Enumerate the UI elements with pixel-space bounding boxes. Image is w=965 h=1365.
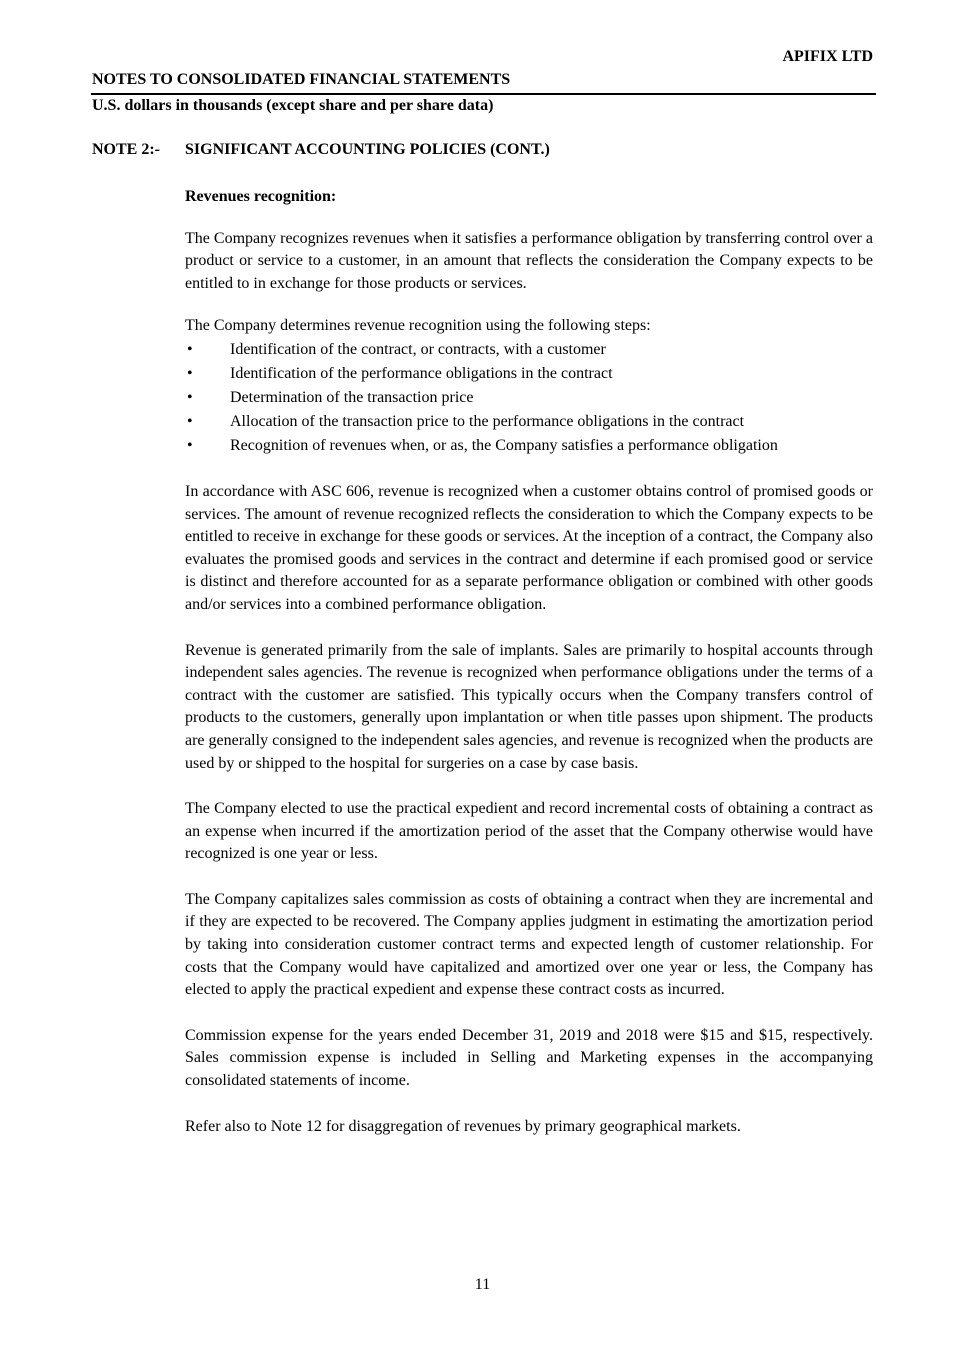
paragraph-revenue-source: Revenue is generated primarily from the sale of implants. Sales are primarily to hospital accounts through independent sales agencies. The revenue is recognized when performance obligations under the terms of a contract with the customer are satisfied. This typically occurs when the Company transfers control of products to the customers, generally upon implantation or when title passes upon shipment. The products are generally consigned to the independent sales agencies, and revenue is recognized when the products are used by or shipped to the hospital for surgeries on a case by case basis. [185, 641, 873, 772]
paragraph-commission-expense: Commission expense for the years ended December 31, 2019 and 2018 were $15 and $15, respectively. Sales commission expense is included in Selling and Marketing expenses in the accompanying consolidated statements of income. [185, 1026, 873, 1090]
note-number: NOTE 2:- [92, 141, 160, 158]
list-item [185, 338, 873, 362]
steps-lead: The Company determines revenue recognition using the following steps: [185, 317, 651, 335]
list-item [185, 434, 873, 458]
paragraph-commission-capitalization: The Company capitalizes sales commission as costs of obtaining a contract when they are incremental and if they are expected to be recovered. The Company applies judgment in estimating the amortization period by taking into consideration customer contract terms and expected length of customer relationship. For costs that the Company would have capitalized and amortized over one year or less, the Company has elected to apply the practical expedient and expense these contract costs as incurred. [185, 890, 873, 999]
paragraph-asc606: In accordance with ASC 606, revenue is recognized when a customer obtains control of promised goods or services. The amount of revenue recognized reflects the consideration to which the Company expects to be entitled to receive in exchange for these goods or services. At the inception of a contract, the Company also evaluates the promised goods and services in the contract and determine if each promised good or service is distinct and therefore accounted for as a separate performance obligation or combined with other goods and/or services into a combined performance obligation. [185, 482, 873, 613]
statement-title: NOTES TO CONSOLIDATED FINANCIAL STATEMENTS [92, 71, 511, 88]
paragraph-intro: The Company recognizes revenues when it satisfies a performance obligation by transferring control over a product or service to a customer, in an amount that reflects the consideration the Company expects to be entitled to in exchange for those products or services. [185, 229, 873, 292]
company-name: APIFIX LTD [782, 48, 873, 65]
note-body [185, 186, 873, 1138]
bullet-icon: • [187, 364, 193, 382]
paragraph-practical-expedient: The Company elected to use the practical expedient and record incremental costs of obtaining a contract as an expense when incurred if the amortization period of the asset that the Company otherwise would have recognized is one year or less. [185, 800, 873, 863]
list-item [185, 386, 873, 410]
bullet-icon: • [187, 388, 193, 406]
list-item-text: Determination of the transaction price [230, 388, 474, 406]
bullet-icon: • [187, 412, 193, 430]
paragraph-note-reference: Refer also to Note 12 for disaggregation of revenues by primary geographical markets. [185, 1117, 741, 1135]
list-item-text: Identification of the contract, or contracts, with a customer [230, 340, 606, 358]
currency-note: U.S. dollars in thousands (except share and per share data) [92, 97, 494, 114]
list-item-text: Identification of the performance obligations in the contract [230, 364, 613, 382]
steps-list [185, 338, 873, 458]
list-item [185, 362, 873, 386]
list-item-text: Recognition of revenues when, or as, the Company satisfies a performance obligation [230, 436, 778, 454]
page-number: 11 [474, 1276, 491, 1293]
bullet-icon: • [187, 340, 193, 358]
section-heading: Revenues recognition: [185, 188, 337, 205]
note-title: SIGNIFICANT ACCOUNTING POLICIES (CONT.) [185, 141, 550, 158]
bullet-icon: • [187, 436, 193, 454]
header-rule [91, 93, 876, 95]
list-item-text: Allocation of the transaction price to the performance obligations in the contract [230, 412, 745, 430]
list-item [185, 410, 873, 434]
